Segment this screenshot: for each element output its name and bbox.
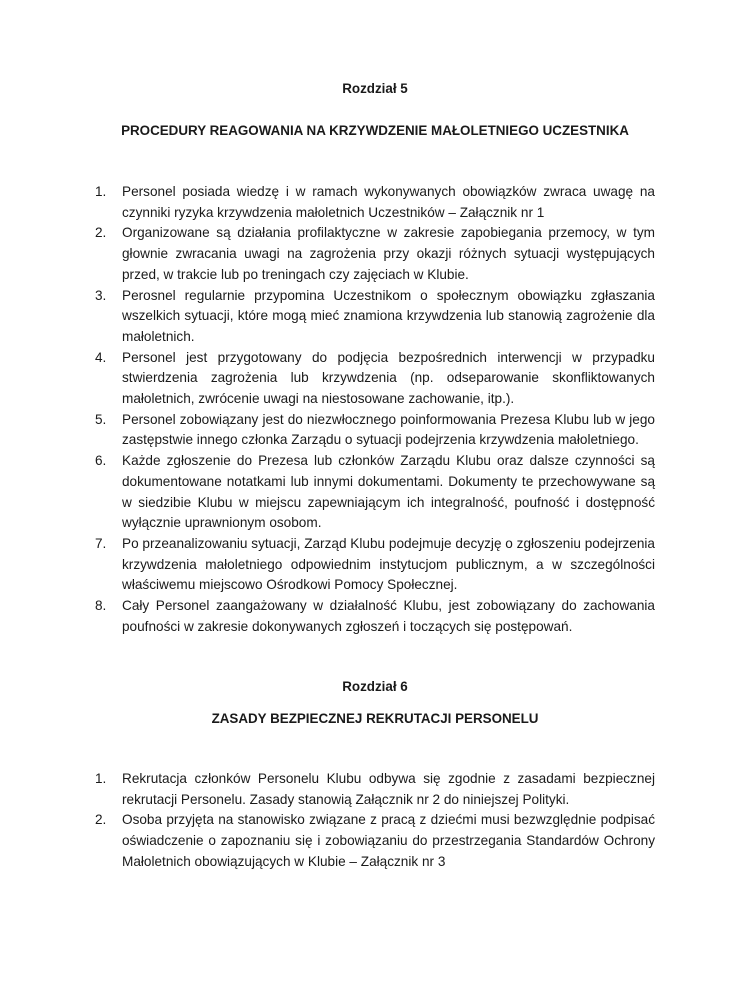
list-item bbox=[95, 223, 655, 285]
list-item-text: Personel posiada wiedzę i w ramach wykonywanych obowiązków zwraca uwagę na czynniki ryzyka krzywdzenia małoletnich Uczestników – Załącznik nr 1 bbox=[122, 184, 655, 220]
chapter-5-subtitle: PROCEDURY REAGOWANIA NA KRZYWDZENIE MAŁOLETNIEGO UCZESTNIKA bbox=[121, 123, 629, 138]
list-item-text: Personel jest przygotowany do podjęcia bezpośrednich interwencji w przypadku stwierdzenia zagrożenia lub krzywdzenia (np. odseparowanie skonfliktowanych małoletnich, zwrócenie uwagi na niestosowane zachowanie, itp.). bbox=[122, 349, 655, 407]
chapter-5-title: Rozdział 5 bbox=[342, 81, 408, 96]
list-item bbox=[95, 596, 655, 637]
chapter-6-subtitle: ZASADY BEZPIECZNEJ REKRUTACJI PERSONELU bbox=[211, 711, 539, 726]
list-item bbox=[95, 348, 655, 410]
list-item bbox=[95, 769, 655, 810]
list-item-text: Rekrutacja członków Personelu Klubu odbywa się zgodnie z zasadami bezpiecznej rekrutacji Personelu. Zasady stanowią Załącznik nr 2 do niniejszej Polityki. bbox=[122, 771, 655, 807]
list-item-number: 7. bbox=[95, 535, 107, 551]
list-item-text: Organizowane są działania profilaktyczne w zakresie zapobiegania przemocy, w tym głownie zwracania uwagi na zagrożenia przy okazji różnych sytuacji występujących przed, w trakcie lub po treningach czy zajęciach w Klubie. bbox=[122, 225, 655, 282]
list-item-number: 1. bbox=[95, 771, 107, 786]
list-item-text: Cały Personel zaangażowany w działalność Klubu, jest zobowiązany do zachowania poufności w zakresie dokonywanych zgłoszeń i toczących się postępowań. bbox=[122, 598, 655, 634]
list-item-text: Perosnel regularnie przypomina Uczestnikom o społecznym obowiązku zgłaszania wszelkich sytuacji, które mogą mieć znamiona krzywdzenia lub stanowią zagrożenie dla małoletnich. bbox=[122, 287, 655, 344]
list-item bbox=[95, 451, 655, 534]
list-item-number: 2. bbox=[95, 812, 107, 828]
list-item-text: Osoba przyjęta na stanowisko związane z pracą z dziećmi musi bezwzględnie podpisać oświadczenie o zapoznaniu się i zobowiązaniu do przestrzegania Standardów Ochrony Małoletnich obowiązujących w Klubie – Załącznik nr 3 bbox=[122, 812, 655, 869]
chapter-5-list bbox=[95, 182, 655, 637]
list-item-number: 8. bbox=[95, 598, 107, 614]
list-item-number: 3. bbox=[95, 287, 107, 303]
list-item-number: 2. bbox=[95, 225, 107, 241]
list-item bbox=[95, 182, 655, 223]
list-item bbox=[95, 410, 655, 451]
list-item bbox=[95, 534, 655, 596]
chapter-6-title: Rozdział 6 bbox=[342, 679, 408, 694]
list-item bbox=[95, 286, 655, 348]
list-item bbox=[95, 810, 655, 872]
list-item-text: Po przeanalizowaniu sytuacji, Zarząd Klubu podejmuje decyzję o zgłoszeniu podejrzenia krzywdzenia małoletniego odpowiednim instytucjom publicznym, a w szczególności właściwemu miejscowo Ośrodkowi Pomocy Społecznej. bbox=[122, 535, 655, 593]
list-item-number: 5. bbox=[95, 411, 107, 427]
list-item-text: Każde zgłoszenie do Prezesa lub członków Zarządu Klubu oraz dalsze czynności są dokumentowane notatkami lub innymi dokumentami. Dokumenty te przechowywane są w siedzibie Klubu w miejscu zapewniającym ich integralność, poufność i dostępność wyłącznie uprawnionym osobom. bbox=[122, 453, 655, 531]
list-item-number: 6. bbox=[95, 453, 107, 469]
list-item-text: Personel zobowiązany jest do niezwłocznego poinformowania Prezesa Klubu lub w jego zastępstwie innego członka Zarządu o sytuacji podejrzenia krzywdzenia małoletniego. bbox=[122, 411, 655, 448]
list-item-number: 1. bbox=[95, 184, 107, 199]
list-item-number: 4. bbox=[95, 349, 107, 365]
chapter-6-list bbox=[95, 769, 655, 873]
